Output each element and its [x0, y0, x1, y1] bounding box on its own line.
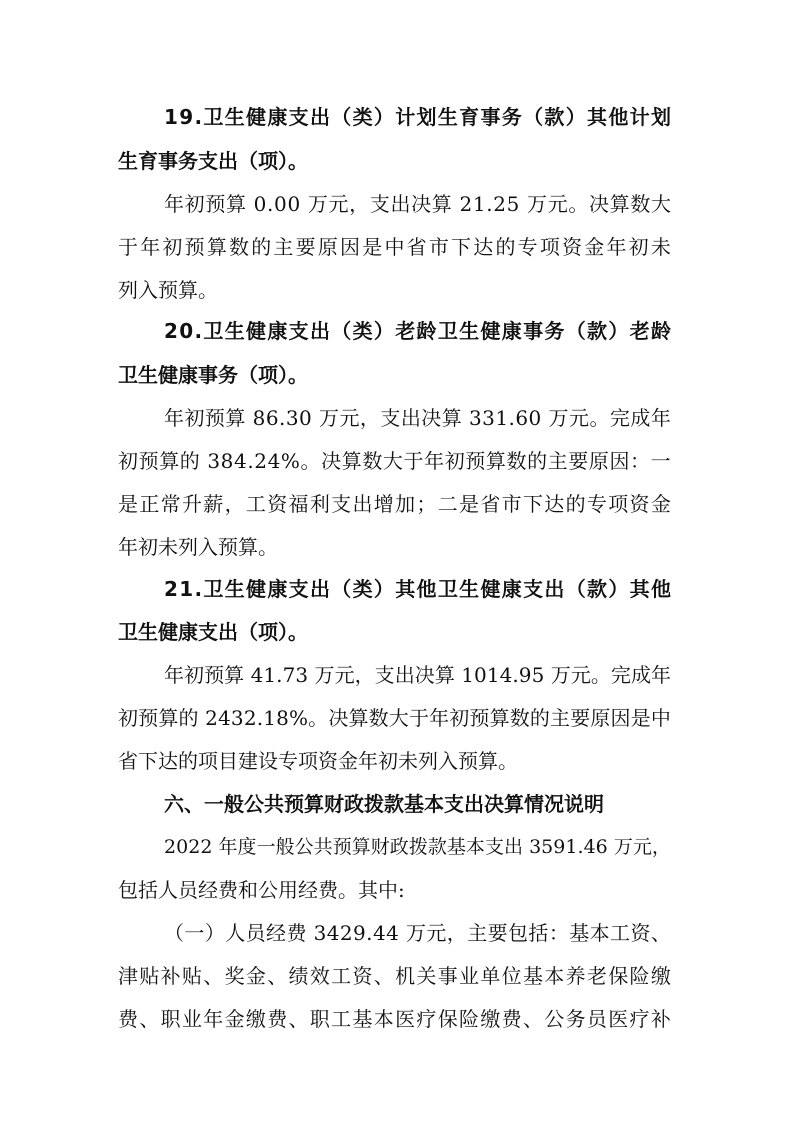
item-20-body-line-4: 年初未列入预算。	[118, 535, 278, 559]
item-21-body-line-1: 年 初 预 算 4 1 . 7 3 万 元 ， 支 出 决 算 1 0 1 4 . 9 5 万 元 。 完 成 年	[164, 663, 671, 687]
item-19-body-line-2: 于 年 初 预 算 数 的 主 要 原 因 是 中 省 市 下 达 的 专 项 资 金 年 初 未	[118, 235, 671, 259]
item-21-body-line-2: 初 预 算 的 2 4 3 2 . 1 8 % 。 决 算 数 大 于 年 初 预 算 数 的 主 要 原 因 是 中	[118, 706, 671, 730]
personnel-cost-line-3: 费 、 职 业 年 金 缴 费 、 职 工 基 本 医 疗 保 险 缴 费 、 公 务 员 医 疗 补	[118, 1007, 671, 1031]
personnel-cost-line-1: （ 一 ） 人 员 经 费 3 4 2 9 . 4 4 万 元 ， 主 要 包 括 ： 基 本 工 资 、	[164, 921, 671, 945]
item-19-body-line-1: 年 初 预 算 0 . 0 0 万 元 ， 支 出 决 算 2 1 . 2 5 万 元 。 决 算 数 大	[164, 192, 671, 216]
item-20-body-line-1: 年 初 预 算 8 6 . 3 0 万 元 ， 支 出 决 算 3 3 1 . 6 0 万 元 。 完 成 年	[164, 406, 671, 430]
personnel-cost-line-2: 津 贴 补 贴 、 奖 金 、 绩 效 工 资 、 机 关 事 业 单 位 基 本 养 老 保 险 缴	[118, 964, 671, 988]
item-19-heading-line-2: 生育事务支出（项）。	[118, 149, 308, 173]
item-21-heading-line-1: 2 1 . 卫 生 健 康 支 出 （ 类 ） 其 他 卫 生 健 康 支 出 （ 款 ） 其 他	[164, 577, 671, 601]
section-6-heading: 六、一般公共预算财政拨款基本支出决算情况说明	[164, 792, 604, 816]
item-19-body-line-3: 列入预算。	[118, 278, 218, 302]
item-20-heading-line-2: 卫生健康事务（项）。	[118, 363, 308, 387]
item-20-body-line-2: 初 预 算 的 3 8 4 . 2 4 % 。 决 算 数 大 于 年 初 预 算 数 的 主 要 原 因 ： 一	[118, 449, 671, 473]
item-20-heading-line-1: 2 0 . 卫 生 健 康 支 出 （ 类 ） 老 龄 卫 生 健 康 事 务 （ 款 ） 老 龄	[164, 319, 671, 343]
basic-expenditure-line-1: 2 0 2 2 年 度 一 般 公 共 预 算 财 政 拨 款 基 本 支 出 3 5 9 1 . 4 6 万 元 ，	[164, 836, 671, 858]
item-21-body-line-3: 省下达的项目建设专项资金年初未列入预算。	[118, 749, 518, 773]
item-19-heading-line-1: 1 9 . 卫 生 健 康 支 出 （ 类 ） 计 划 生 育 事 务 （ 款 ） 其 他 计 划	[164, 105, 671, 129]
item-20-body-line-3: 是 正 常 升 薪 ， 工 资 福 利 支 出 增 加 ； 二 是 省 市 下 达 的 专 项 资 金	[118, 492, 671, 516]
basic-expenditure-line-2: 包括人员经费和公用经费。其中:	[118, 878, 405, 902]
item-21-heading-line-2: 卫生健康支出（项）。	[118, 620, 308, 644]
